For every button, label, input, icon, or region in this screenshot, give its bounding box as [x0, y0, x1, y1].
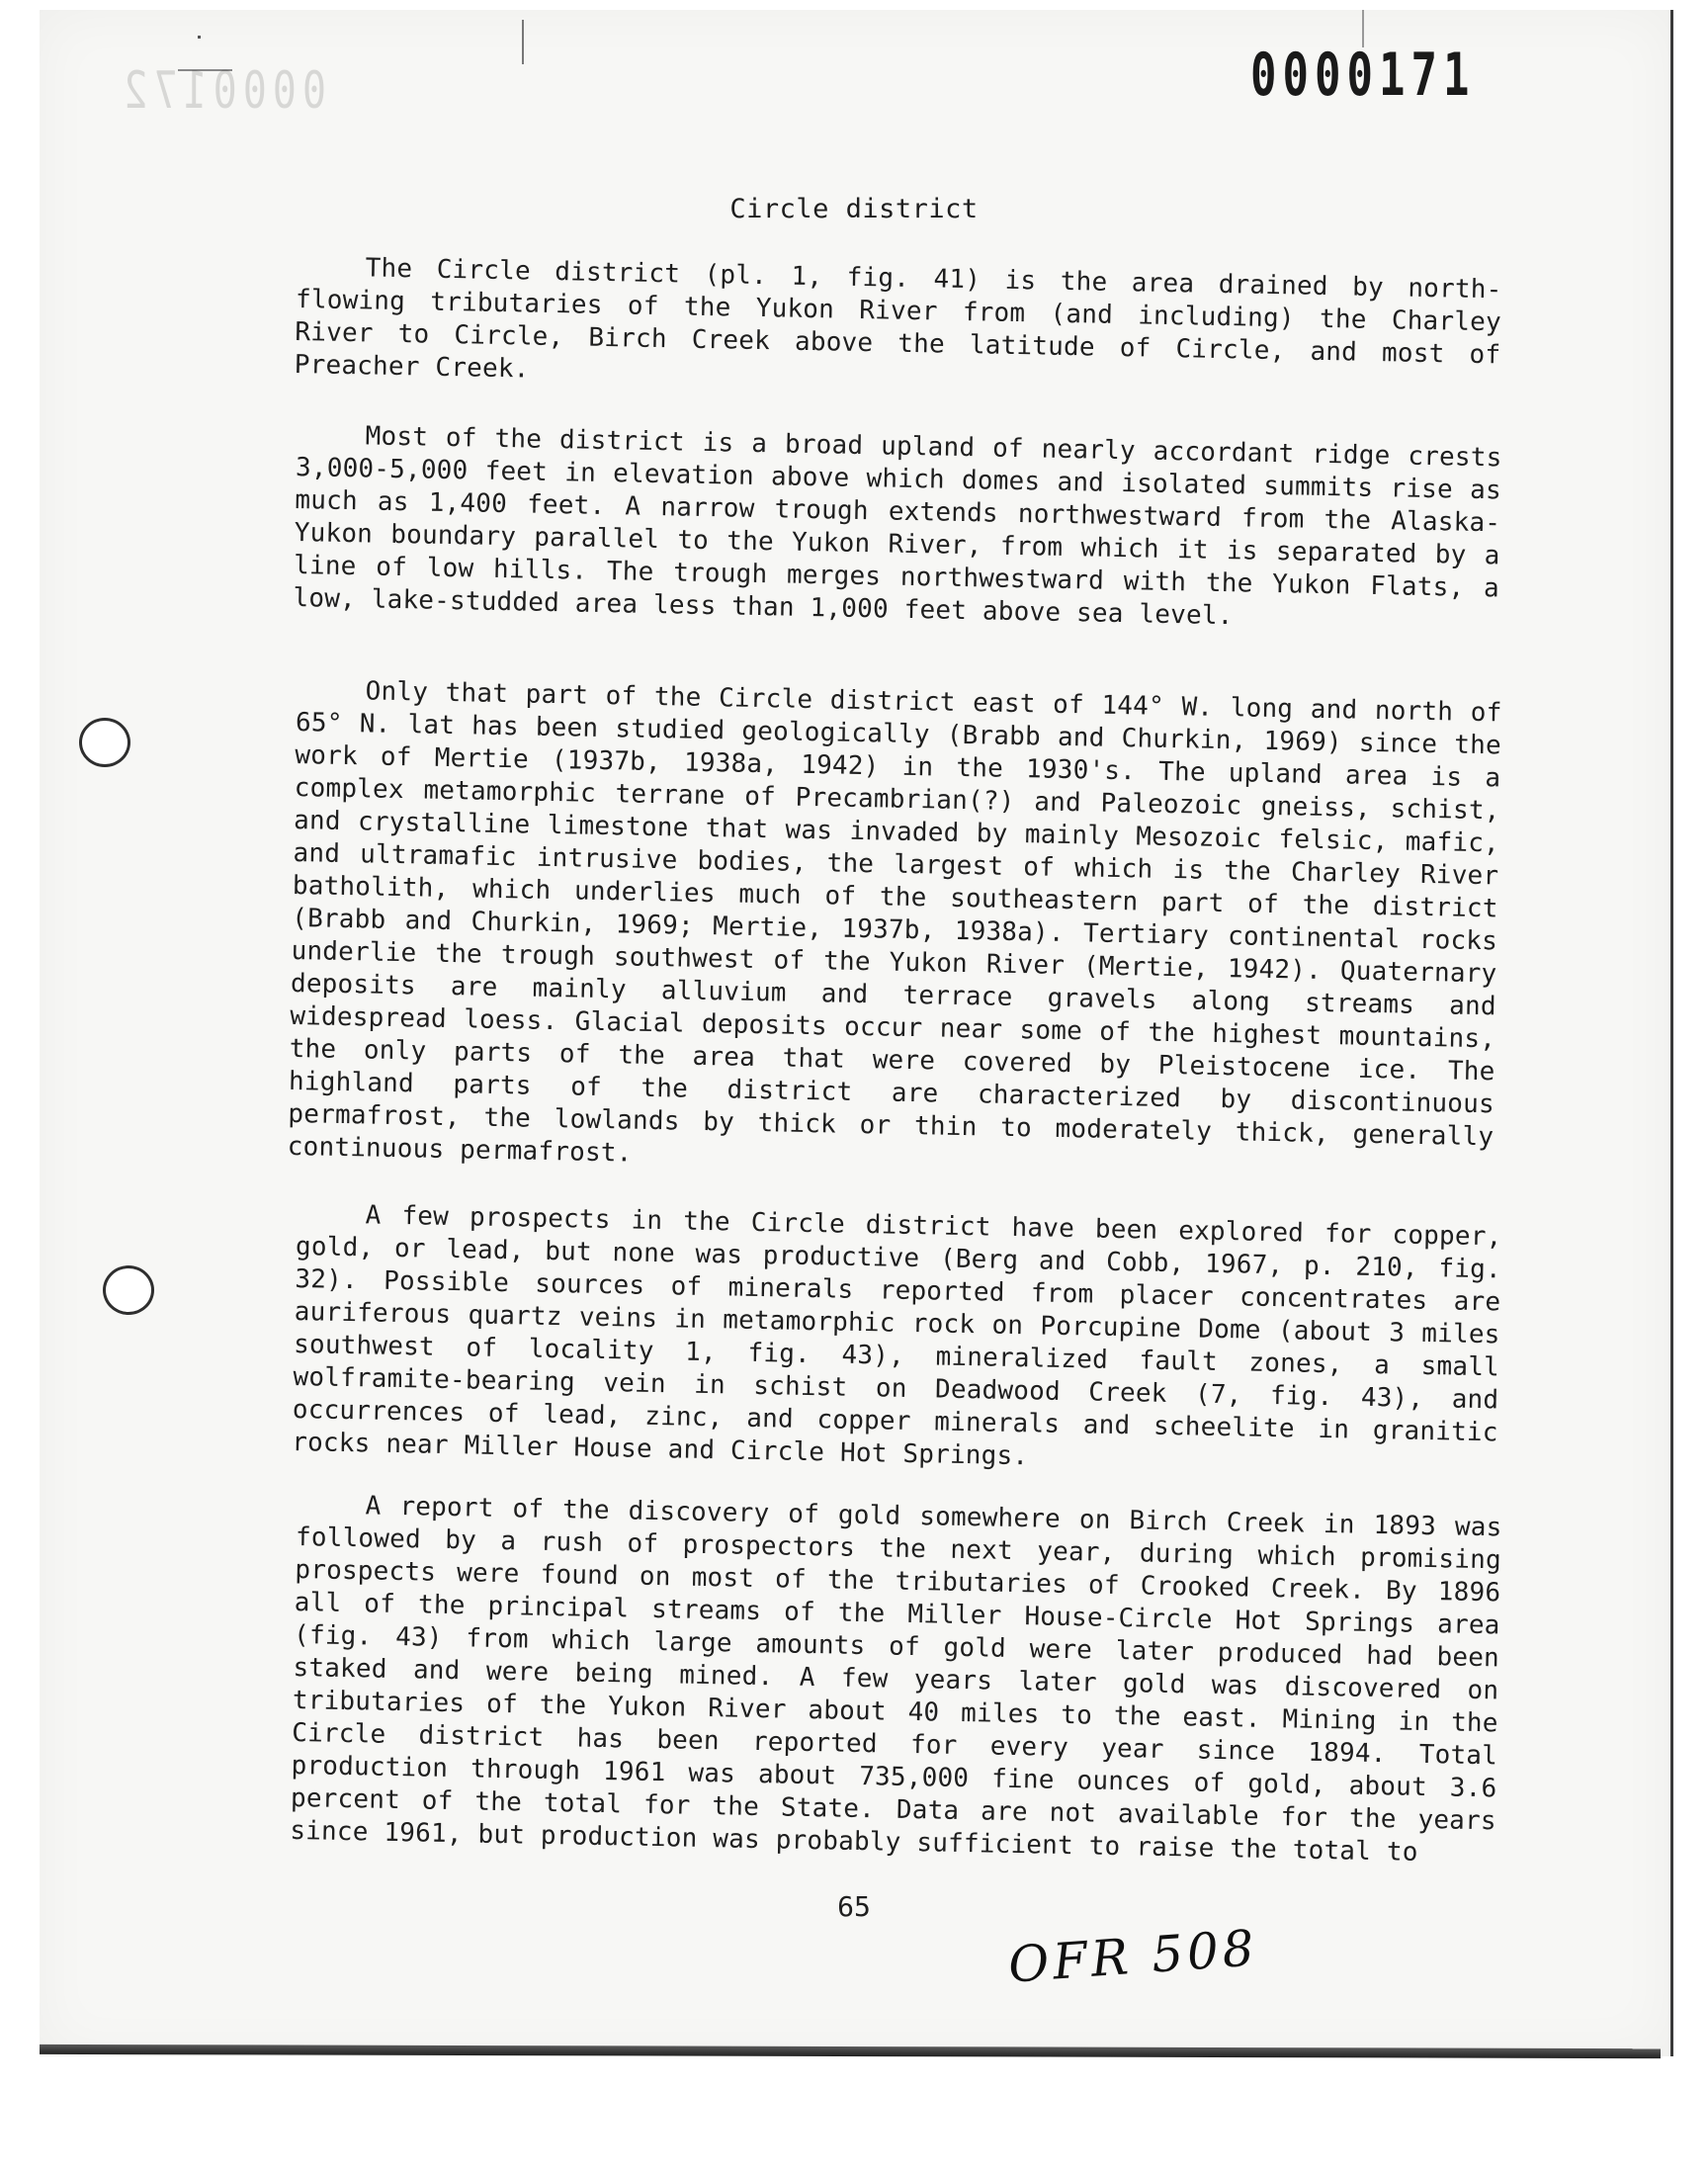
page-number: 65	[837, 1890, 871, 1923]
paragraph: A report of the discovery of gold somewhere on Birch Creek in 1893 was followed by a rush of prospectors the next year, during which promising prospects were found on most of the tributaries of Crooked Creek. By 1896 all of the principal streams of the Miller House-Circle Hot Springs area (fig. 43) from which large amounts of gold were later produced had been staked and were being mined. A few years later gold was discovered on tributaries of the Yukon River about 40 miles to the east. Mining in the Circle district has been reported for every year since 1894. Total production through 1961 was about 735,000 fine ounces of gold, about 3.6 percent of the total for the State. Data are not available for the years since 1961, but production was probably sufficient to raise the total to	[290, 1491, 1502, 1868]
punch-hole	[103, 1265, 154, 1315]
paragraph: The Circle district (pl. 1, fig. 41) is the area drained by north-flowing tributaries of the Yukon River from (and including) the Charley River to Circle, Birch Creek above the latitude of Circle, and most of Preacher Creek.	[294, 253, 1502, 385]
document-number-stamp: 0000171	[1250, 42, 1476, 110]
punch-hole	[79, 718, 130, 767]
scan-mark	[198, 36, 201, 39]
handwritten-note: OFR 508	[1006, 1919, 1260, 1994]
paragraph: A few prospects in the Circle district have been explored for copper, gold, or lead, but none was productive (Berg and Cobb, 1967, p. 210, fig. 32). Possible sources of minerals reported from placer concentrates are auriferous quartz veins in metamorphic rock on Porcupine Dome (about 3 miles southwest of locality 1, fig. 43), mineralized fault zones, a small wolframite-bearing vein in schist on Deadwood Creek (7, fig. 43), and occurrences of lead, zinc, and copper minerals and scheelite in granitic rocks near Miller House and Circle Hot Springs.	[291, 1200, 1502, 1472]
paragraph: Only that part of the Circle district east of 144° W. long and north of 65° N. lat has been studied geologically (Brabb and Churkin, 1969) since the work of Mertie (1937b, 1938a, 1942) in the 1930's. The upland area is a complex metamorphic terrane of Precambrian(?) and Paleozoic gneiss, schist, and crystalline limestone that was invaded by mainly Mesozoic felsic, mafic, and ultramafic intrusive bodies, the largest of which is the Charley River batholith, which underlies much of the southeastern part of the district (Brabb and Churkin, 1969; Mertie, 1937b, 1938a). Tertiary continental rocks underlie the trough southwest of the Yukon River (Mertie, 1942). Quaternary deposits are mainly alluvium and terrace gravels along streams and widespread loess. Glacial deposits occur near some of the highest mountains, the only parts of the area that were covered by Pleistocene ice. The highland parts of the district are characterized by discontinuous permafrost, the lowlands by thick or thin to moderately thick, generally continuous permafrost.	[287, 676, 1502, 1169]
scan-mark	[522, 20, 524, 64]
paragraph: Most of the district is a broad upland of nearly accordant ridge crests 3,000-5,000 feet in elevation above which domes and isolated summits rise as much as 1,400 feet. A narrow trough extends northwestward from the Alaska-Yukon boundary parallel to the Yukon River, from which it is separated by a line of low hills. The trough merges northwestward with the Yukon Flats, a low, lake-studded area less than 1,000 feet above sea level.	[293, 421, 1502, 632]
section-title: Circle district	[729, 194, 979, 224]
ghost-document-number: 0000172	[118, 61, 326, 121]
